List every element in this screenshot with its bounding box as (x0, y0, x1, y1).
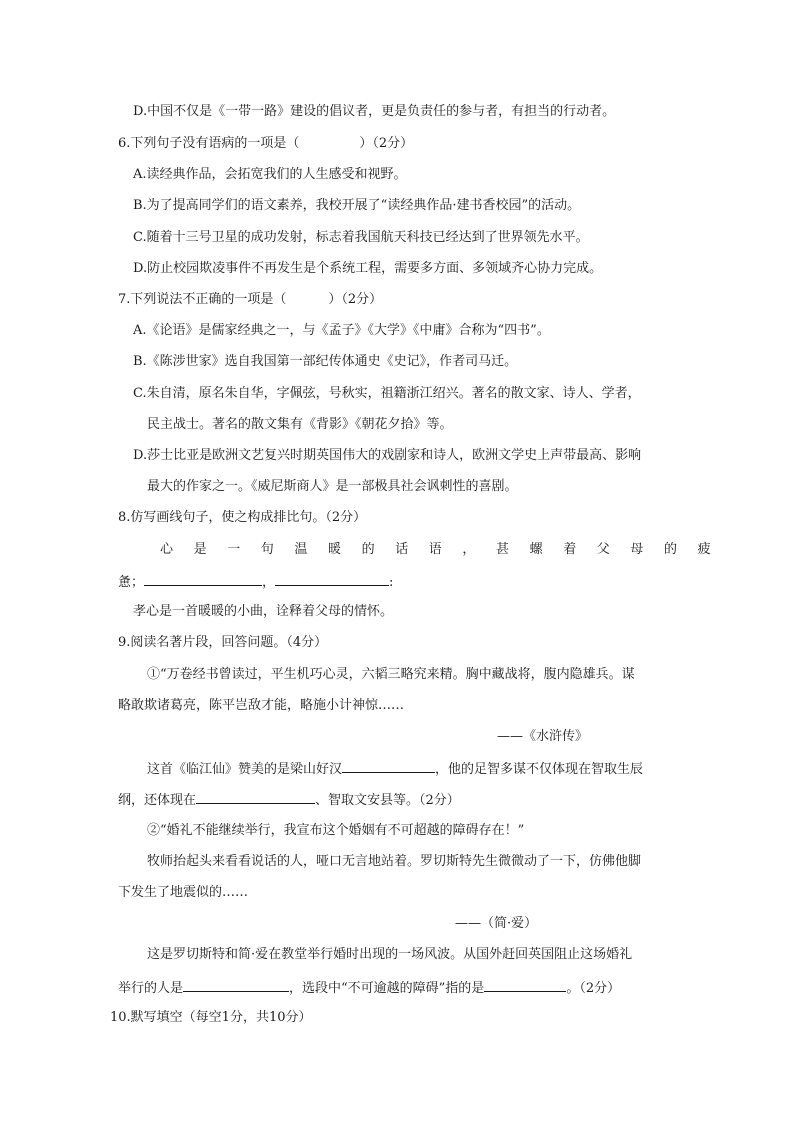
q8-colon: : (389, 575, 394, 590)
q9-q1-text2-cont: 、智取文安县等。（2分） (315, 793, 460, 808)
q8-blank-2[interactable] (275, 572, 389, 586)
q9-passage1-line2: 略敢欺诸葛亮，陈平岂敌才能，略施小计神惊…… (118, 698, 405, 713)
q9-passage1-question-line2 (118, 790, 460, 810)
q9-q1-text2: 纲，还体现在 (118, 793, 197, 808)
q7-option-d-line2: 最大的作家之一。《威尼斯商人》是一部极具社会讽刺性的喜剧。 (147, 479, 518, 494)
q9-q2-score: 。（2分） (566, 981, 621, 996)
q9-passage1-source: ——《水浒传》 (497, 729, 589, 744)
q9-passage2-quote: ②“婚礼不能继续举行，我宣布这个婚姻有不可超越的障碍存在！” (147, 823, 525, 838)
q8-word: 惫； (118, 575, 145, 590)
q7-option-d-line1: D.莎士比亚是欧洲文艺复兴时期英国伟大的戏剧家和诗人，欧洲文学史上声带最高、影响 (133, 448, 642, 463)
q6-option-b: B.为了提高同学们的语文素养，我校开展了“读经典作品·建书香校园”的活动。 (133, 198, 581, 213)
q9-passage2-question-line2 (118, 978, 620, 998)
q8-underlined-sentence: 心是一句温暖的话语，甚螺着父母的疲 (160, 542, 732, 557)
q9-event-blank[interactable] (196, 790, 315, 804)
q9-q1-text: 这首《临江仙》赞美的是梁山好汉 (147, 762, 343, 777)
q8-comma: ， (262, 575, 276, 590)
q9-passage1-line1: ①“万卷经书曾读过，平生机巧心灵，六韬三略究来精。胸中藏战将，腹内隐雄兵。谋 (147, 667, 635, 682)
q7-option-c-line1: C.朱自清，原名朱自华，字佩弦，号秋实，祖籍浙江绍兴。著名的散文家、诗人、学者， (133, 386, 641, 401)
q9-q2-text-cont: ，选段中“不可逾越的障碍”指的是 (289, 981, 485, 996)
q6-stem-text: 6.下列句子没有语病的一项是（ (118, 136, 300, 151)
q9-passage1-question-line1 (147, 759, 643, 779)
q7-stem (118, 291, 382, 309)
q9-stem: 9.阅读名著片段，回答问题。（4分） (118, 635, 328, 650)
q6-stem (118, 135, 413, 153)
q8-example-sentence: 孝心是一首暖暖的小曲，诠释着父母的情怀。 (133, 604, 394, 619)
q9-q1-text-cont: ，他的足智多谋不仅体现在智取生辰 (435, 762, 644, 777)
q7-stem-score: ）（2分） (328, 292, 383, 307)
q9-passage2-source: ——（简·爱） (455, 916, 538, 931)
q6-option-a: A.读经典作品，会拓宽我们的人生感受和视野。 (133, 167, 407, 182)
q9-passage2-line1: 牧师抬起头来看看说话的人，哑口无言地站着。罗切斯特先生微微动了一下，仿佛他脚 (147, 854, 642, 869)
q9-q2-text: 举行的人是 (118, 981, 184, 996)
q9-passage2-question-line1: 这是罗切斯特和简·爱在教堂举行婚时出现的一场风波。从国外赶回英国阻止这场婚礼 (147, 947, 633, 962)
q10-stem: 10.默写填空（每空1分，共10分） (110, 1010, 312, 1025)
q7-stem-text: 7.下列说法不正确的一项是（ (118, 292, 287, 307)
q8-answer-line (118, 572, 393, 592)
q6-stem-score: ）（2分） (359, 136, 414, 151)
q9-person-blank[interactable] (183, 978, 289, 992)
q6-option-c: C.随着十三号卫星的成功发射，标志着我国航天科技已经达到了世界领先水平。 (133, 230, 589, 245)
q6-option-d: D.防止校园欺凌事件不再发生是个系统工程，需要多方面、多领域齐心协力完成。 (133, 261, 603, 276)
q5-option-d: D.中国不仅是《一带一路》建设的倡议者，更是负责任的参与者，有担当的行动者。 (133, 104, 616, 119)
q9-passage2-line2: 下发生了地震似的…… (118, 885, 249, 900)
q7-option-a: A.《论语》是儒家经典之一，与《孟子》《大学》《中庸》合称为“四书”。 (133, 323, 550, 338)
q9-obstacle-blank[interactable] (484, 978, 566, 992)
q9-hero-name-blank[interactable] (342, 759, 435, 773)
q7-option-c-line2: 民主战士。著名的散文集有《背影》《朝花夕拾》等。 (147, 417, 453, 432)
q8-blank-1[interactable] (144, 572, 262, 586)
q7-option-b: B.《陈涉世家》选自我国第一部纪传体通史《史记》，作者司马迁。 (133, 354, 518, 369)
q8-stem: 8.仿写画线句子，使之构成排比句。（2分） (118, 510, 367, 525)
